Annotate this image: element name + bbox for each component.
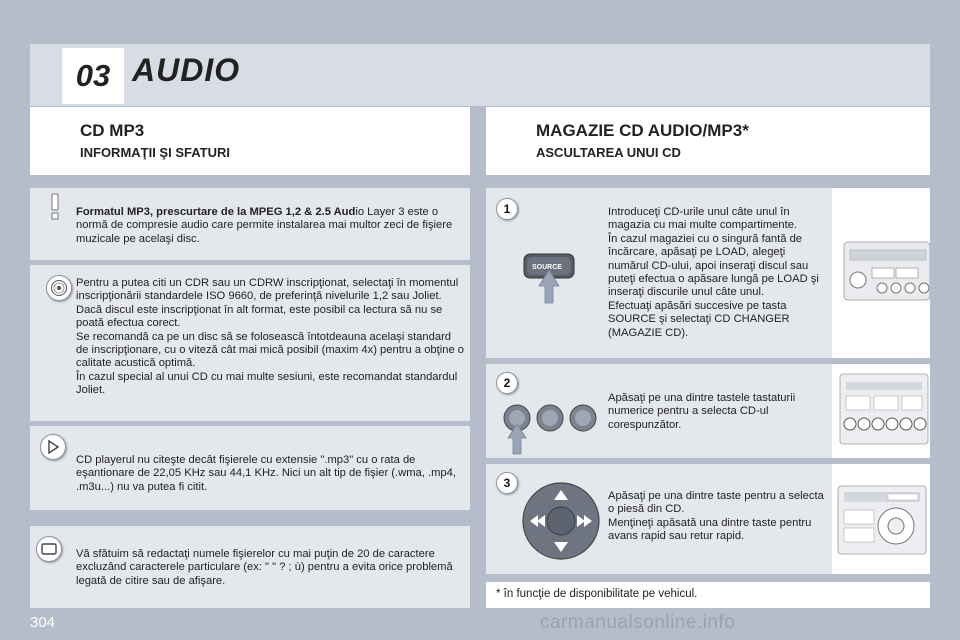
info-panel-mp3: [30, 188, 470, 260]
info-panel-mp3-extension: [30, 426, 470, 510]
chapter-number: 03: [62, 48, 124, 104]
cdr-info-text: Pentru a putea citi un CDR sau un CDRW inscripţionat, selectaţi în momentul inscripţionării standardele ISO 9660, de preferinţă nivelurile 1,2 sau Joliet. Dacă discul este inscripţionat în alt format, este posibil ca lectura să nu se poată efectua corect. Se recomandă ca pe un disc să se folosească întotdeauna acelaşi standard de inscripţionare, cu o viteză cât mai mică posibil (maxim 4x) pentru a obţine o calitate acustică optimă. În cazul special al unui CD cu mai multe sesiuni, este recomandat standardul Joliet.: [76, 277, 465, 397]
info-panel-cdr: [30, 265, 470, 421]
info-panel-filenames: [30, 526, 470, 608]
step-1-text: Introduceţi CD-urile unul câte unul în magazia cu mai multe compartimente. În cazul magaziei cu o singură fantă de încărcare, apăsaţi pe LOAD, alegeţi numărul CD-ului, apoi inseraţi discul sau puteţi efectua o apăsare lungă pe LOAD şi inseraţi discurile unul câte unul. Efectuaţi apăsări succesive pe tasta SOURCE şi selectaţi CD CHANGER (MAGAZIE CD).: [608, 206, 819, 339]
extension-info-text: CD playerul nu citeşte decât fişierele cu extensie ".mp3" cu o rata de eşantionare de 22,05 KHz sau 44,1 KHz. Nici un alt tip de fişier (.wma, .mp4, .m3u...) nu va putea fi citit.: [76, 454, 456, 493]
mp3-info-text: [76, 206, 464, 246]
radio-unit-drawing-3: [832, 464, 930, 574]
rectangle-icon: [36, 536, 62, 562]
left-section-header: [30, 107, 470, 175]
availability-footnote-text: * în funcţie de disponibilitate pe vehicul.: [496, 588, 698, 600]
disc-icon: [46, 275, 72, 301]
numeric-keys-illustration: [502, 394, 598, 456]
source-button-label: SOURCE: [532, 264, 562, 271]
step-3-number: 3: [496, 472, 518, 494]
step-2-number: 2: [496, 372, 518, 394]
right-section-header: [486, 107, 930, 175]
mp3-info-bold: Formatul MP3, prescurtare de la MPEG 1,2 & 2.5 Aud: [76, 206, 356, 218]
chapter-title: AUDIO: [132, 52, 241, 88]
step-2-text: Apăsaţi pe una dintre tastele tastaturii numerice pentru a selecta CD-ul corespunzător.: [608, 392, 796, 431]
right-section-subtitle: ASCULTAREA UNUI CD: [536, 145, 681, 160]
right-section-title: MAGAZIE CD AUDIO/MP3*: [536, 121, 749, 140]
source-button-illustration: [522, 246, 576, 304]
step-3-panel: [486, 464, 930, 574]
exclamation-icon: [44, 192, 66, 220]
filenames-info-text: Vă sfătuim să redactaţi numele fişierelor cu mai puţin de 20 de caractere excluzând caracterele particulare (ex: " " ? ; ù) pentru a evita orice problemă legată de citire sau de afişare.: [76, 548, 453, 587]
page-number: 304: [30, 614, 56, 631]
mp3-info-rest: io Layer 3 este o normă de compresie audio care permite instalarea mai multor zeci de fişiere muzicale pe acelaşi disc.: [76, 206, 453, 245]
arrow-keypad-illustration: [520, 480, 602, 562]
step-3-text: Apăsaţi pe una dintre taste pentru a selecta o piesă din CD. Menţineţi apăsată una dintre taste pentru avans rapid sau retur rapid.: [608, 490, 824, 543]
radio-unit-image-3: [832, 464, 930, 574]
availability-footnote: [486, 582, 930, 608]
watermark: carmanualsonline.info: [540, 612, 736, 633]
step-1-number: 1: [496, 198, 518, 220]
radio-unit-image-1: [832, 188, 930, 358]
radio-unit-drawing-1: [832, 188, 930, 358]
left-section-title: CD MP3: [80, 121, 145, 140]
radio-unit-image-2: [832, 364, 930, 458]
radio-unit-drawing-2: [832, 364, 930, 458]
step-2-panel: [486, 364, 930, 458]
step-1-panel: [486, 188, 930, 358]
left-section-subtitle: INFORMAŢII ŞI SFATURI: [80, 145, 230, 160]
play-icon: [40, 434, 66, 460]
